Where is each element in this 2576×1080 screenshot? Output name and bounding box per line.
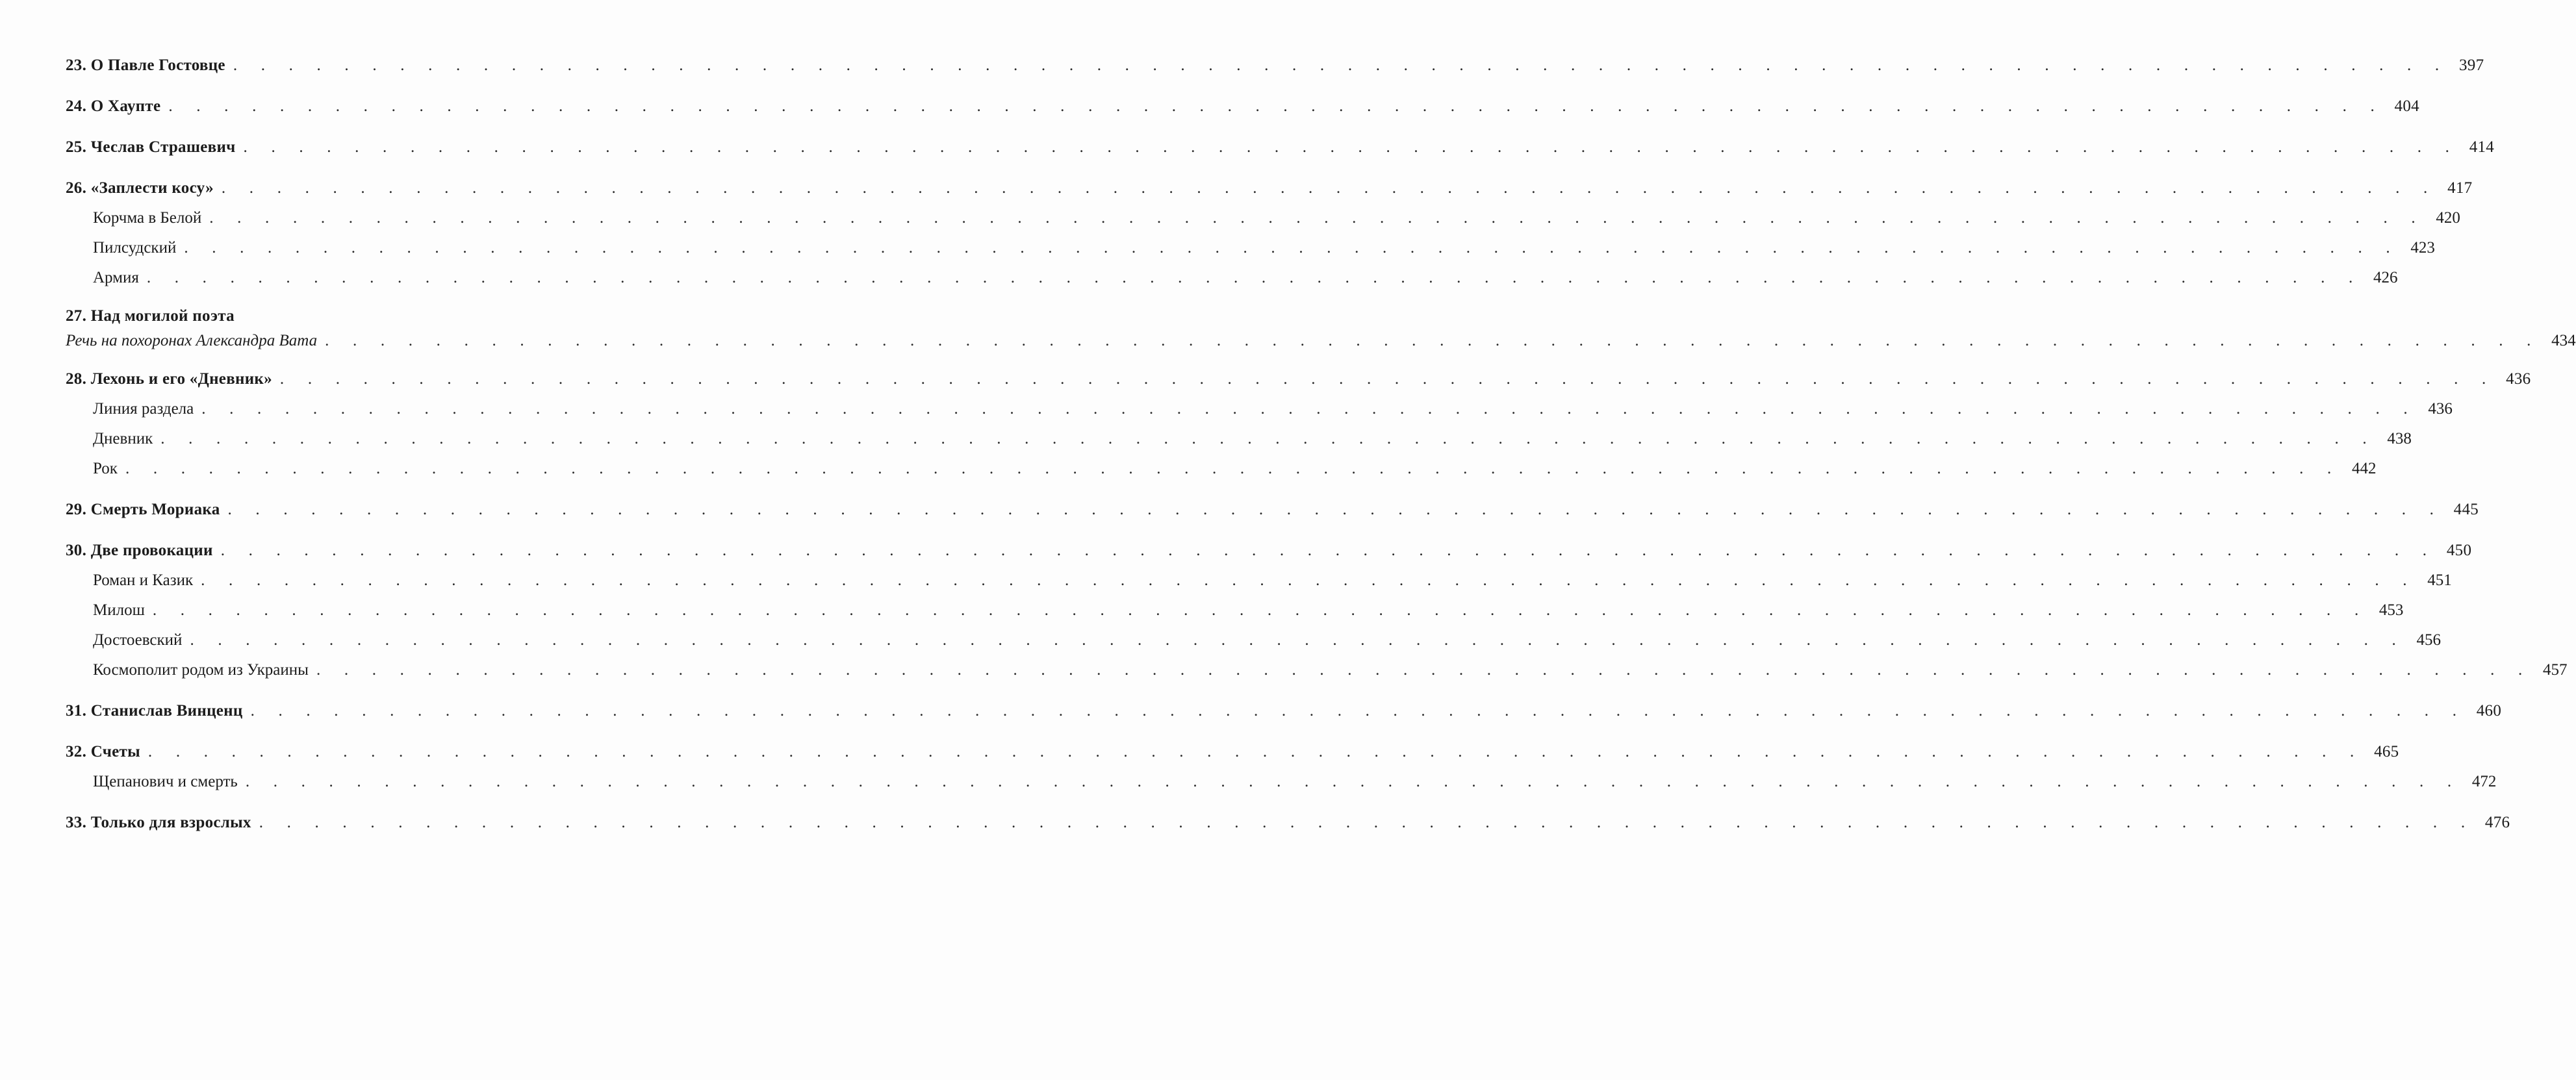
toc-entry-title: Достоевский bbox=[93, 631, 183, 649]
toc-subentry bbox=[66, 203, 2460, 233]
toc-entry bbox=[66, 92, 2419, 121]
toc-entry-title: 33. Только для взрослых bbox=[66, 814, 251, 831]
toc-page-number: 436 bbox=[2506, 370, 2531, 388]
dot-leader: . . . . . . . . . . . . . . . . . . . . . . . . . . . . . . . . . . . . . . . . . . . . . . . . . . . . . . . . . . . . . . . . . . . . . . . . . . . . . . . . bbox=[233, 57, 2449, 74]
toc-entry-title: 24. О Хаупте bbox=[66, 97, 161, 115]
dot-leader: . . . . . . . . . . . . . . . . . . . . . . . . . . . . . . . . . . . . . . . . . . . . . . . . . . . . . . . . . . . . . . . . . . . . . . . . . . . . . . . . bbox=[245, 773, 2462, 790]
toc-entry-title: Речь на похоронах Александра Вата bbox=[66, 332, 318, 349]
toc-page-number: 420 bbox=[2436, 209, 2460, 227]
dot-leader: . . . . . . . . . . . . . . . . . . . . . . . . . . . . . . . . . . . . . . . . . . . . . . . . . . . . . . . . . . . . . . . . . . . . . . . . . . . . . . . . bbox=[184, 239, 2400, 257]
section-spacer bbox=[66, 726, 609, 737]
dot-leader: . . . . . . . . . . . . . . . . . . . . . . . . . . . . . . . . . . . . . . . . . . . . . . . . . . . . . . . . . . . . . . . . . . . . . . . . . . . . . . . . bbox=[316, 661, 2532, 679]
toc-page-number: 460 bbox=[2476, 702, 2502, 720]
toc-page-number: 445 bbox=[2453, 501, 2479, 518]
section-spacer bbox=[66, 685, 609, 696]
toc-page-number: 456 bbox=[2416, 631, 2441, 649]
toc-entry-title: 31. Станислав Винценц bbox=[66, 702, 243, 720]
section-spacer bbox=[66, 121, 609, 132]
toc-entry-title: Пилсудский bbox=[93, 239, 177, 257]
toc-entry bbox=[66, 808, 2510, 838]
toc-page-number: 436 bbox=[2428, 400, 2453, 418]
toc-entry-title: 27. Над могилой поэта bbox=[66, 307, 235, 325]
section-spacer bbox=[66, 484, 609, 495]
dot-leader: . . . . . . . . . . . . . . . . . . . . . . . . . . . . . . . . . . . . . . . . . . . . . . . . . . . . . . . . . . . . . . . . . . . . . . . . . . . . . . . . bbox=[201, 400, 2417, 418]
dot-leader: . . . . . . . . . . . . . . . . . . . . . . . . . . . . . . . . . . . . . . . . . . . . . . . . . . . . . . . . . . . . . . . . . . . . . . . . . . . . . . . . bbox=[201, 571, 2417, 589]
toc-page-number: 457 bbox=[2543, 661, 2568, 679]
dot-leader: . . . . . . . . . . . . . . . . . . . . . . . . . . . . . . . . . . . . . . . . . . . . . . . . . . . . . . . . . . . . . . . . . . . . . . . . . . . . . . . . bbox=[125, 460, 2341, 477]
toc-page-number: 397 bbox=[2458, 57, 2484, 74]
toc-entry-title: Космополит родом из Украины bbox=[93, 661, 309, 679]
toc-entry-title: 28. Лехонь и его «Дневник» bbox=[66, 370, 272, 388]
toc-page-number: 438 bbox=[2387, 430, 2412, 447]
toc-entry bbox=[66, 737, 2399, 767]
toc-page-number: 450 bbox=[2446, 542, 2472, 559]
toc-entry-title: Роман и Казик bbox=[93, 571, 194, 589]
toc-entry-title: 26. «Заплести косу» bbox=[66, 179, 214, 197]
toc-entry bbox=[66, 536, 2472, 566]
toc-entry-title: 30. Две провокации bbox=[66, 542, 213, 559]
toc-page-number: 451 bbox=[2427, 571, 2452, 589]
dot-leader: . . . . . . . . . . . . . . . . . . . . . . . . . . . . . . . . . . . . . . . . . . . . . . . . . . . . . . . . . . . . . . . . . . . . . . . . . . . . . . . . bbox=[279, 370, 2496, 388]
dot-leader: . . . . . . . . . . . . . . . . . . . . . . . . . . . . . . . . . . . . . . . . . . . . . . . . . . . . . . . . . . . . . . . . . . . . . . . . . . . . . . . . bbox=[168, 97, 2384, 115]
table-of-contents bbox=[66, 51, 2576, 838]
toc-entry-title: Милош bbox=[93, 601, 145, 619]
toc-subentry bbox=[66, 655, 2568, 685]
section-spacer bbox=[66, 797, 609, 808]
section-spacer bbox=[66, 353, 609, 364]
toc-page-number: 476 bbox=[2484, 814, 2510, 831]
toc-page-number: 472 bbox=[2471, 773, 2497, 790]
toc-page-number: 417 bbox=[2447, 179, 2473, 197]
toc-entry bbox=[66, 696, 2502, 726]
toc-entry-title: Рок bbox=[93, 460, 118, 477]
toc-page-number: 442 bbox=[2352, 460, 2377, 477]
dot-leader: . . . . . . . . . . . . . . . . . . . . . . . . . . . . . . . . . . . . . . . . . . . . . . . . . . . . . . . . . . . . . . . . . . . . . . . . . . . . . . . . bbox=[209, 209, 2425, 227]
toc-subentry bbox=[66, 233, 2435, 263]
toc-subentry bbox=[66, 625, 2441, 655]
dot-leader: . . . . . . . . . . . . . . . . . . . . . . . . . . . . . . . . . . . . . . . . . . . . . . . . . . . . . . . . . . . . . . . . . . . . . . . . . . . . . . . . bbox=[250, 702, 2467, 720]
toc-subentry bbox=[66, 767, 2497, 797]
section-spacer bbox=[66, 162, 609, 173]
toc-subentry bbox=[66, 454, 2377, 484]
toc-subentry bbox=[66, 263, 2398, 293]
toc-subentry bbox=[66, 596, 2404, 625]
toc-page-number: 465 bbox=[2374, 743, 2399, 760]
dot-leader: . . . . . . . . . . . . . . . . . . . . . . . . . . . . . . . . . . . . . . . . . . . . . . . . . . . . . . . . . . . . . . . . . . . . . . . . . . . . . . . . bbox=[243, 138, 2460, 156]
toc-entry-title: Дневник bbox=[93, 430, 153, 447]
toc-subentry bbox=[66, 394, 2453, 424]
toc-page-number: 426 bbox=[2373, 269, 2398, 286]
section-spacer bbox=[66, 525, 609, 536]
toc-entry-title: Щепанович и смерть bbox=[93, 773, 238, 790]
dot-leader: . . . . . . . . . . . . . . . . . . . . . . . . . . . . . . . . . . . . . . . . . . . . . . . . . . . . . . . . . . . . . . . . . . . . . . . . . . . . . . . . bbox=[146, 269, 2363, 286]
toc-entry bbox=[66, 364, 2531, 394]
toc-page-number: 404 bbox=[2394, 97, 2419, 115]
dot-leader: . . . . . . . . . . . . . . . . . . . . . . . . . . . . . . . . . . . . . . . . . . . . . . . . . . . . . . . . . . . . . . . . . . . . . . . . . . . . . . . . bbox=[221, 179, 2438, 197]
section-spacer bbox=[66, 81, 609, 92]
dot-leader: . . . . . . . . . . . . . . . . . . . . . . . . . . . . . . . . . . . . . . . . . . . . . . . . . . . . . . . . . . . . . . . . . . . . . . . . . . . . . . . . bbox=[259, 814, 2475, 831]
section-spacer bbox=[66, 293, 609, 304]
toc-entry bbox=[66, 51, 2484, 81]
dot-leader: . . . . . . . . . . . . . . . . . . . . . . . . . . . . . . . . . . . . . . . . . . . . . . . . . . . . . . . . . . . . . . . . . . . . . . . . . . . . . . . . bbox=[147, 743, 2364, 760]
toc-entry bbox=[66, 132, 2495, 162]
toc-entry-title: 23. О Павле Гостовце bbox=[66, 57, 225, 74]
toc-entry bbox=[66, 495, 2479, 525]
toc-entry-title: 25. Чеслав Страшевич bbox=[66, 138, 236, 156]
dot-leader: . . . . . . . . . . . . . . . . . . . . . . . . . . . . . . . . . . . . . . . . . . . . . . . . . . . . . . . . . . . . . . . . . . . . . . . . . . . . . . . . bbox=[152, 601, 2369, 619]
dot-leader: . . . . . . . . . . . . . . . . . . . . . . . . . . . . . . . . . . . . . . . . . . . . . . . . . . . . . . . . . . . . . . . . . . . . . . . . . . . . . . . . bbox=[227, 501, 2444, 518]
toc-subentry bbox=[66, 424, 2412, 454]
toc-entry bbox=[66, 173, 2473, 203]
dot-leader: . . . . . . . . . . . . . . . . . . . . . . . . . . . . . . . . . . . . . . . . . . . . . . . . . . . . . . . . . . . . . . . . . . . . . . . . . . . . . . . . bbox=[325, 332, 2541, 349]
dot-leader: . . . . . . . . . . . . . . . . . . . . . . . . . . . . . . . . . . . . . . . . . . . . . . . . . . . . . . . . . . . . . . . . . . . . . . . . . . . . . . . . bbox=[160, 430, 2377, 447]
dot-leader: . . . . . . . . . . . . . . . . . . . . . . . . . . . . . . . . . . . . . . . . . . . . . . . . . . . . . . . . . . . . . . . . . . . . . . . . . . . . . . . . bbox=[220, 542, 2437, 559]
toc-entry-title: 32. Счеты bbox=[66, 743, 140, 760]
toc-page-number: 414 bbox=[2469, 138, 2495, 156]
toc-entry-title: Линия раздела bbox=[93, 400, 194, 418]
toc-page-number: 434 bbox=[2551, 332, 2576, 349]
toc-page-number: 453 bbox=[2378, 601, 2404, 619]
toc-page-number: 423 bbox=[2410, 239, 2435, 257]
toc-entry-title: Армия bbox=[93, 269, 139, 286]
dot-leader: . . . . . . . . . . . . . . . . . . . . . . . . . . . . . . . . . . . . . . . . . . . . . . . . . . . . . . . . . . . . . . . . . . . . . . . . . . . . . . . . bbox=[190, 631, 2406, 649]
toc-subentry bbox=[66, 566, 2452, 596]
toc-entry-title: 29. Смерть Мориака bbox=[66, 501, 220, 518]
toc-entry bbox=[66, 329, 2576, 353]
toc-entry-title: Корчма в Белой bbox=[93, 209, 202, 227]
toc-entry bbox=[66, 304, 609, 329]
